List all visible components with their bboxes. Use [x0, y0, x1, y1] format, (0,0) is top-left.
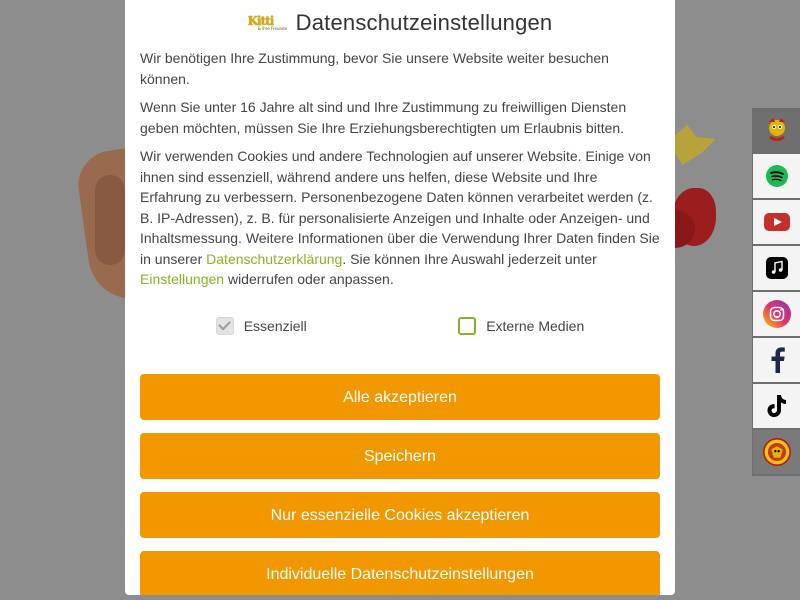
sidebar-item-mascot[interactable]: [752, 108, 800, 154]
badge-icon: [763, 438, 791, 466]
essential-checkbox-label: Essenziell: [243, 317, 307, 334]
sidebar-item-spotify[interactable]: [752, 154, 800, 200]
background-yellow-shape: [668, 125, 716, 165]
youtube-icon: [763, 208, 791, 236]
external-media-checkbox[interactable]: [458, 317, 476, 335]
individual-settings-button[interactable]: Individuelle Datenschutzeinstellungen: [140, 551, 660, 596]
cookies-text-start: Wir verwenden Cookies und andere Technologien auf unserer Website. Einige von ihnen sind essenziell, während andere uns helfen, diese Website und Ihre Erfahrung zu verbessern. Personenbezogene Daten können verarbeitet werden (z. B. IP-Adressen), z. B. für personalisierte Anzeigen und Inhalte oder Anzeigen- und Inhaltsmessung. Weitere Informationen über die Verwendung Ihrer Daten finden Sie in unserer: [140, 148, 660, 267]
sidebar-item-tiktok[interactable]: [752, 384, 800, 430]
social-sidebar: [752, 108, 800, 476]
sidebar-item-youtube[interactable]: [752, 200, 800, 246]
settings-link[interactable]: Einstellungen: [140, 271, 225, 287]
apple-music-icon: [763, 254, 791, 282]
spotify-icon: [763, 162, 791, 190]
facebook-icon: [763, 346, 791, 374]
external-media-checkbox-label: Externe Medien: [486, 317, 585, 334]
checkmark-icon: [218, 318, 231, 331]
logo-text: Kitti: [247, 13, 274, 28]
external-media-checkbox-item[interactable]: [458, 317, 584, 335]
sidebar-item-badge[interactable]: [752, 430, 800, 476]
site-logo: [248, 12, 288, 34]
consent-button-group: [140, 374, 660, 596]
mascot-icon: [763, 116, 791, 144]
tiktok-icon: [763, 392, 791, 420]
cookies-paragraph: [140, 146, 660, 290]
logo-subtext: & ihre Freunde: [257, 25, 288, 31]
essential-checkbox: [216, 317, 234, 335]
modal-body: [125, 48, 675, 595]
sidebar-item-apple-music[interactable]: [752, 246, 800, 292]
modal-title: Datenschutzeinstellungen: [295, 9, 553, 35]
privacy-modal: [125, 0, 675, 595]
consent-paragraph: Wir benötigen Ihre Zustimmung, bevor Sie unsere Website weiter besuchen können.: [140, 50, 609, 87]
sidebar-item-facebook[interactable]: [752, 338, 800, 384]
cookies-text-middle: . Sie können Ihre Auswahl jederzeit unter: [342, 250, 597, 267]
save-button[interactable]: Speichern: [140, 433, 660, 479]
instagram-icon: [763, 300, 791, 328]
background-arm-shadow: [95, 175, 125, 265]
consent-checkbox-row: [140, 314, 660, 338]
age-notice-paragraph: Wenn Sie unter 16 Jahre alt sind und Ihre Zustimmung zu freiwilligen Diensten geben möchten, müssen Sie Ihre Erziehungsberechtigten um Erlaubnis bitten.: [140, 99, 627, 136]
cookies-text-end: widerrufen oder anpassen.: [224, 271, 394, 287]
sidebar-item-instagram[interactable]: [752, 292, 800, 338]
accept-all-button[interactable]: Alle akzeptieren: [140, 374, 660, 420]
essential-checkbox-item: [216, 317, 307, 335]
privacy-policy-link[interactable]: Datenschutzerklärung: [206, 250, 343, 267]
modal-header: [125, 0, 675, 45]
accept-essential-only-button[interactable]: Nur essenzielle Cookies akzeptieren: [140, 492, 660, 538]
